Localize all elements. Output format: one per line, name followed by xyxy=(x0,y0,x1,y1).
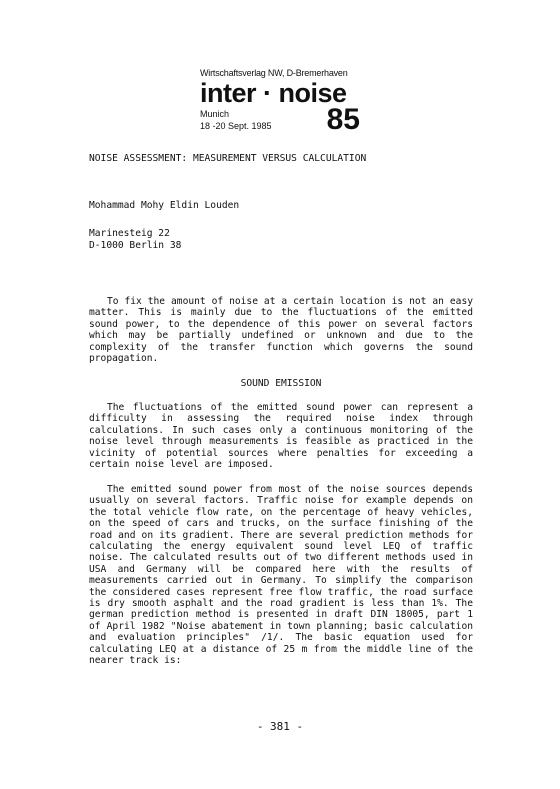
author-address-city: D-1000 Berlin 38 xyxy=(89,240,182,251)
emission-paragraph-1: The fluctuations of the emitted sound power can represent a difficulty in assessing the required noise index through calculations. In such cases only a continuous monitoring of the noise level through measurements is feasible as practiced in the vicinity of potential sources where penalties for exceeding a certain noise level are imposed. xyxy=(89,402,473,471)
intro-paragraph: To fix the amount of noise at a certain location is not an easy matter. This is mainly due to the fluctuations of the emitted sound power, to the dependence of this power on several factors which may be partially undefined or unknown and due to the complexity of the transfer function which governs the sound propagation. xyxy=(89,296,473,365)
conference-info-row xyxy=(200,103,360,139)
publisher-line: Wirtschaftsverlag NW, D-Bremerhaven xyxy=(200,68,348,78)
conference-year: 85 xyxy=(326,103,360,136)
emission-paragraph-2: The emitted sound power from most of the noise sources depends usually on several factors. Traffic noise for example depends on the total vehicle flow rate, on the percentage of heavy vehicles, on the speed of cars and trucks, on the surface finishing of the road and on its gradient. There are several prediction methods for calculating the energy equivalent sound level LEQ of traffic noise. The calculated results out of two different methods used in USA and Germany will be compared here with the results of measurements carried out in Germany. To simplify the comparison the considered cases represent free flow traffic, the road surface is dry smooth asphalt and the road gradient is less than 1%. The german prediction method is presented in draft DIN 18005, part 1 of April 1982 "Noise abatement in town planning; basic calculation and evaluation principles" /1/. The basic equation used for calculating LEQ at a distance of 25 m from the middle line of the nearer track is: xyxy=(89,484,473,667)
conference-header xyxy=(200,68,360,139)
conference-logo: inter · noise xyxy=(200,78,347,108)
section-heading: SOUND EMISSION xyxy=(240,378,322,389)
author-address-street: Marinesteig 22 xyxy=(89,228,170,239)
conference-dates: 18 -20 Sept. 1985 xyxy=(200,121,272,131)
page-number: - 381 - xyxy=(256,720,304,733)
author-name: Mohammad Mohy Eldin Louden xyxy=(89,200,240,211)
conference-city: Munich xyxy=(200,109,230,119)
paper-title: NOISE ASSESSMENT: MEASUREMENT VERSUS CALCULATION xyxy=(89,153,367,164)
